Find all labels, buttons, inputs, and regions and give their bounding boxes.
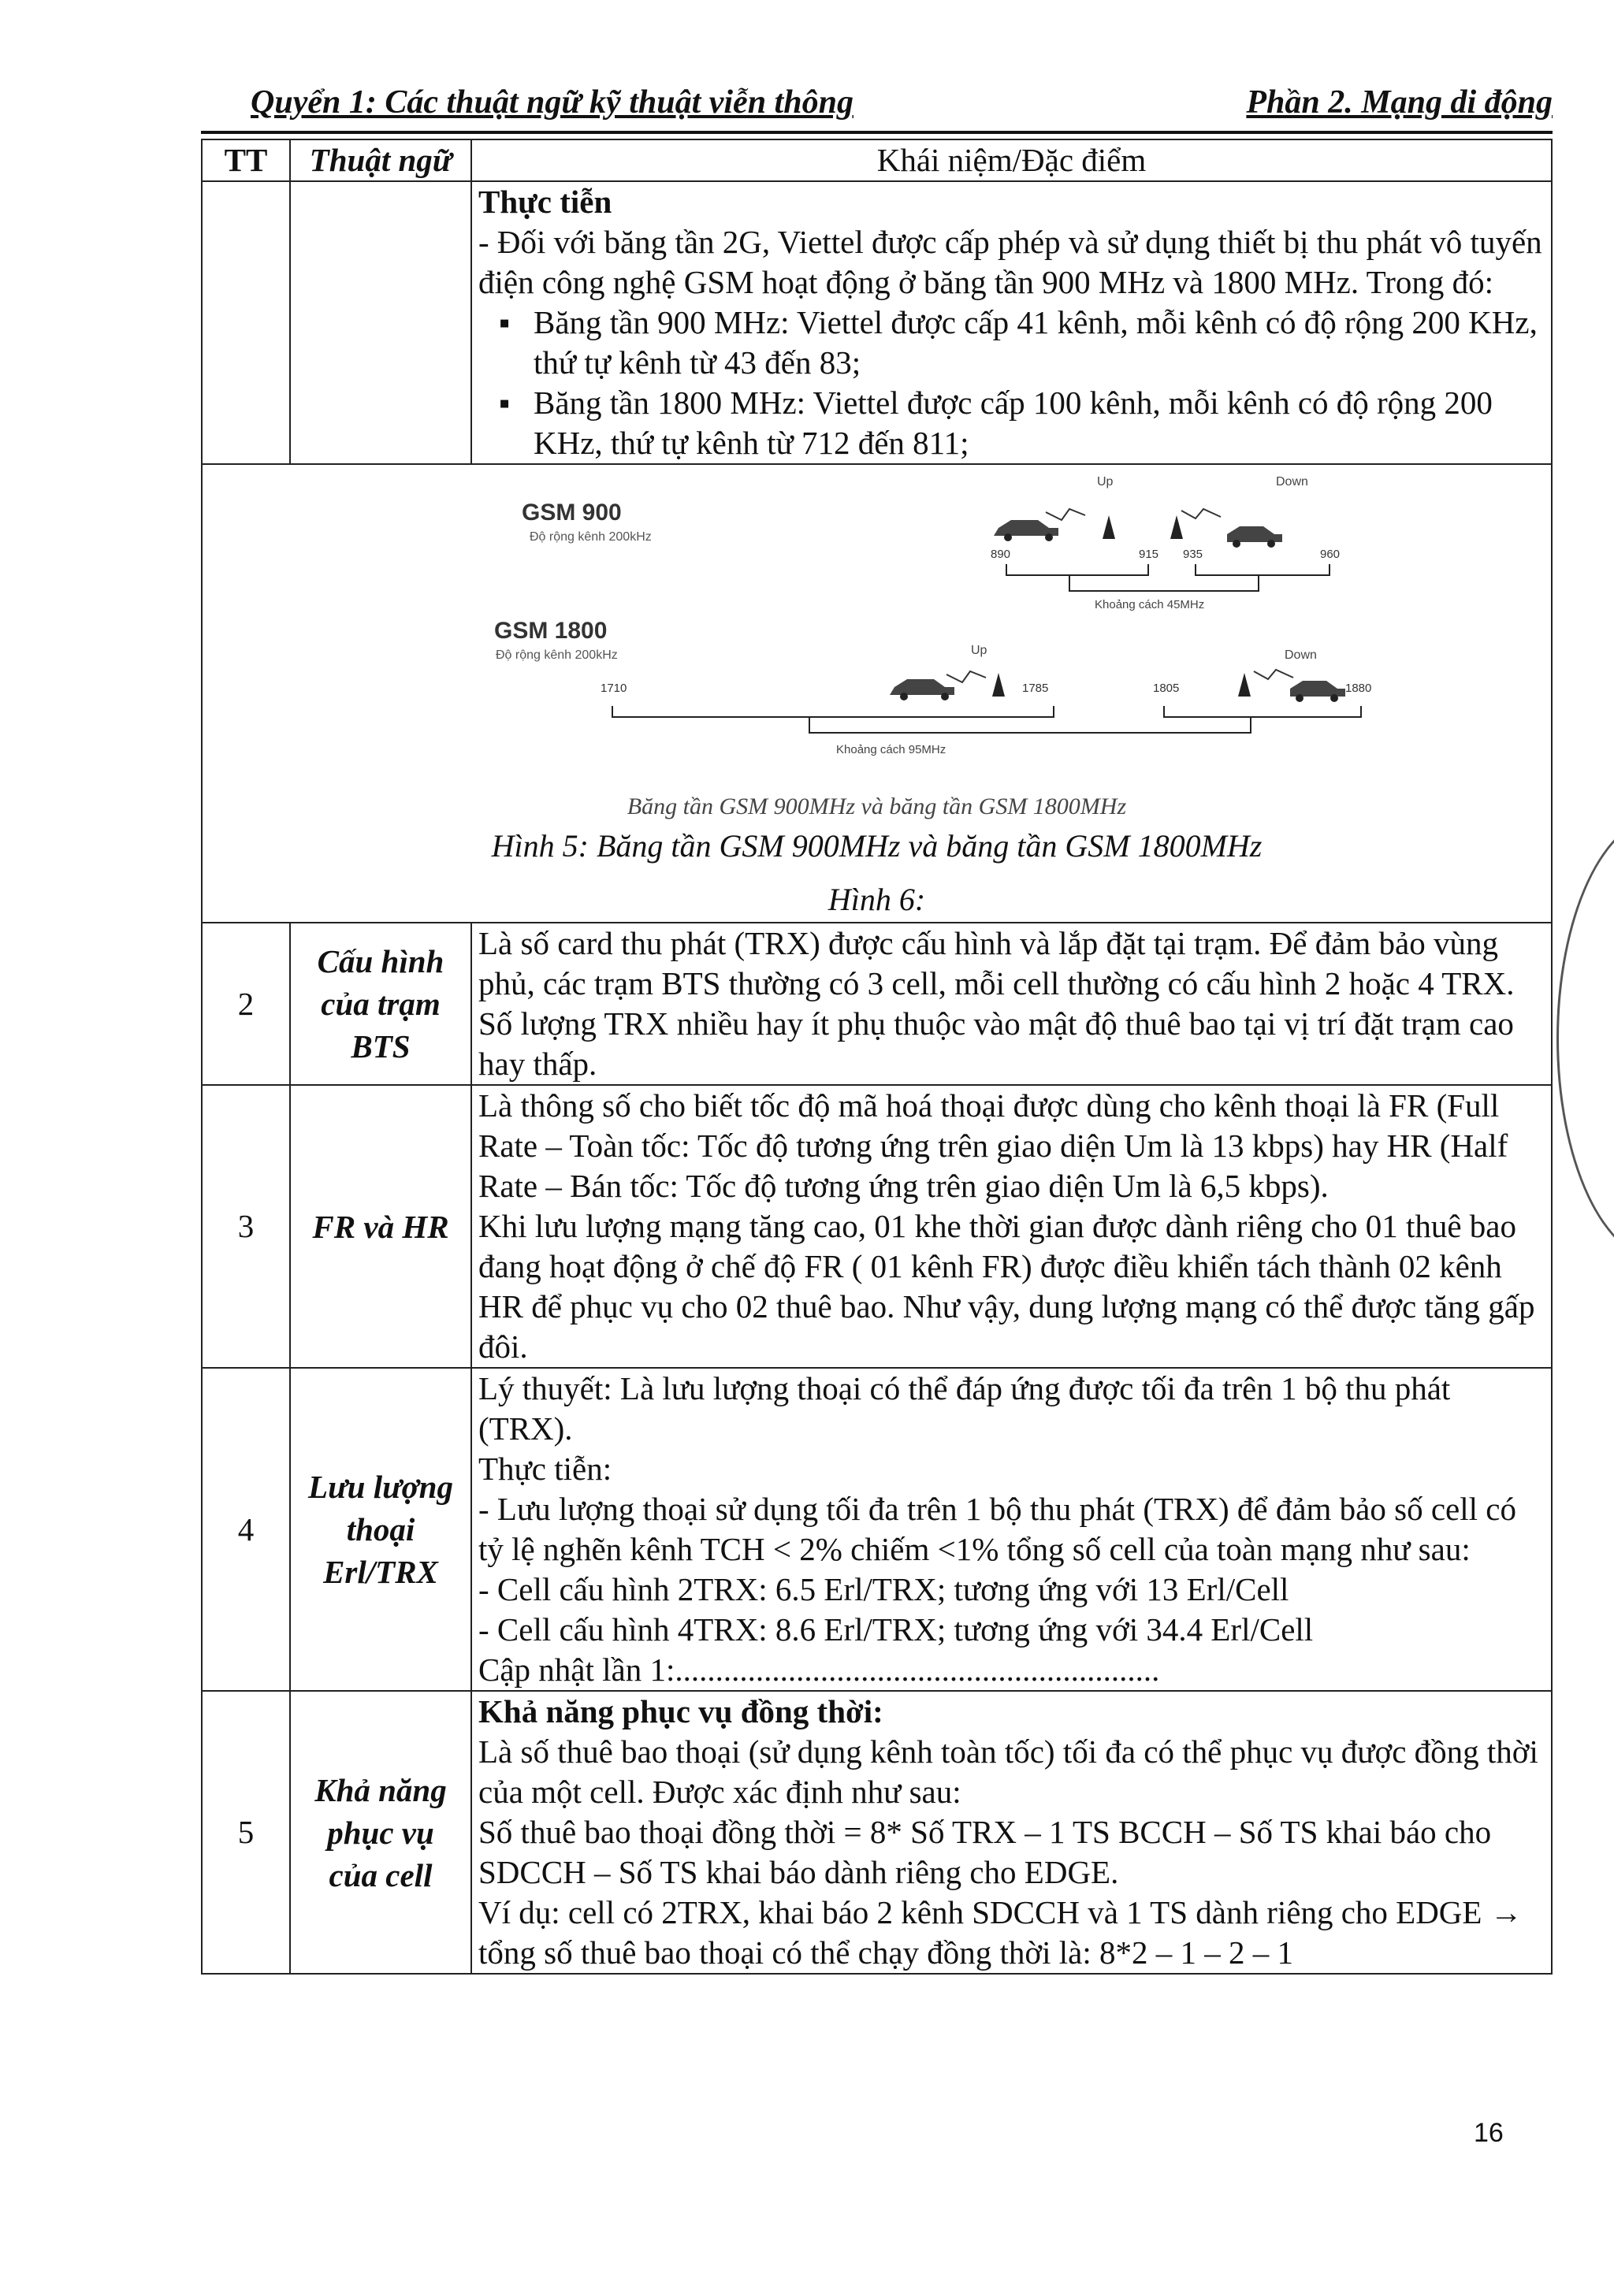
row1-term	[290, 181, 471, 464]
gsm1800-antenna-icon	[992, 673, 1005, 697]
figure-caption: Hình 5: Băng tần GSM 900MHz và băng tần GSM 1800MHz	[491, 828, 1263, 864]
term-line: của trạm	[321, 986, 441, 1022]
header-book-title: Quyển 1: Các thuật ngữ kỹ thuật viễn thông	[251, 84, 853, 121]
header-term: Thuật ngữ	[290, 139, 471, 181]
row-term	[290, 923, 471, 1085]
definition-text: Khi lưu lượng mạng tăng cao, 01 khe thời gian được dành riêng cho 01 thuê bao đang hoạt động ở chế độ FR ( 01 kênh FR) được điều khiển tách thành 02 kênh HR để phục vụ cho 02 thuê bao. Như vậy, dung lượng mạng có thể được tăng gấp đôi.	[478, 1208, 1535, 1365]
row-number: 5	[202, 1691, 290, 1974]
gsm900-down-label: Down	[1276, 475, 1308, 489]
gsm1800-tick-1710: 1710	[601, 682, 627, 695]
list-item: ▪ Băng tần 1800 MHz: Viettel được cấp 100 kênh, mỗi kênh có độ rộng 200 KHz, thứ tự kênh từ 712 đến 811;	[534, 383, 1545, 463]
gsm900-title: GSM 900	[522, 500, 622, 526]
definition-text: Thực tiễn:	[478, 1451, 612, 1487]
definition-text: Là thông số cho biết tốc độ mã hoá thoại được dùng cho kênh thoại là FR (Full Rate – Toàn tốc: Tốc độ tương ứng trên giao diện Um là 13 kbps) hay HR (Half Rate – Bán tốc: Tốc độ tương ứng trên giao diện Um là 6,5 kbps).	[478, 1087, 1508, 1204]
figure-cell	[202, 464, 1552, 923]
gsm900-antenna-icon	[1103, 515, 1115, 539]
gsm1800-tick-1805: 1805	[1153, 682, 1180, 695]
table-row	[202, 1691, 1552, 1974]
definition-heading: Khả năng phục vụ đồng thời:	[478, 1693, 883, 1729]
gsm1800-tick-1880: 1880	[1345, 682, 1372, 695]
gsm900-downlink-arrow	[1181, 509, 1221, 518]
row-number: 3	[202, 1085, 290, 1368]
row-definition	[471, 1368, 1552, 1691]
gsm1800-uplink-arrow	[946, 671, 986, 682]
term-line: của cell	[329, 1856, 433, 1893]
definition-text: - Cell cấu hình 2TRX: 6.5 Erl/TRX; tương ứng với 13 Erl/Cell	[478, 1571, 1289, 1607]
figure-6-caption: Hình 6:	[827, 882, 926, 917]
practice-heading: Thực tiễn	[478, 184, 612, 220]
term-line: FR và HR	[312, 1208, 449, 1245]
row-number: 4	[202, 1368, 290, 1691]
gsm1800-title: GSM 1800	[494, 618, 608, 644]
table-row	[202, 1085, 1552, 1368]
term-line: BTS	[351, 1028, 411, 1064]
row1-definition	[471, 181, 1552, 464]
table-row	[202, 923, 1552, 1085]
band-list	[478, 303, 1545, 463]
definition-text: - Lưu lượng thoại sử dụng tối đa trên 1 bộ thu phát (TRX) để đảm bảo số cell có tỷ lệ nghẽn kênh TCH < 2% chiếm <1% tổng số cell của toàn mạng như sau:	[478, 1491, 1516, 1567]
table-row	[202, 181, 1552, 464]
official-stamp	[1556, 815, 1614, 1261]
gsm1800-car-right-icon	[1290, 681, 1345, 702]
definition-text: Là số card thu phát (TRX) được cấu hình và lắp đặt tại trạm. Để đảm bảo vùng phủ, các trạm BTS thường có 3 cell, mỗi cell thường có cấu hình 2 hoặc 4 TRX. Số lượng TRX nhiều hay ít phụ thuộc vào mật độ thuê bao tại vị trí đặt trạm cao hay thấp.	[478, 925, 1515, 1082]
gsm1800-downlink-arrow	[1254, 670, 1293, 679]
gsm-band-diagram	[494, 473, 1377, 788]
gsm900-tick-960: 960	[1320, 548, 1341, 561]
row1-tt	[202, 181, 290, 464]
gsm900-gap-bracket	[1069, 575, 1259, 591]
table-header-row	[202, 139, 1552, 181]
table-row	[202, 1368, 1552, 1691]
gsm900-gap-label: Khoảng cách 45MHz	[1095, 598, 1205, 611]
gsm1800-tick-1785: 1785	[1022, 682, 1049, 695]
gsm1800-subtitle: Độ rộng kênh 200kHz	[496, 648, 618, 662]
gsm1800-up-label: Up	[971, 644, 987, 657]
header-definition: Khái niệm/Đặc điểm	[471, 139, 1552, 181]
row-term	[290, 1691, 471, 1974]
gsm900-uplink-arrow	[1046, 509, 1085, 520]
gsm900-tick-935: 935	[1183, 548, 1203, 561]
row-definition	[471, 1691, 1552, 1974]
header-tt: TT	[202, 139, 290, 181]
row-term	[290, 1085, 471, 1368]
gsm900-tick-915: 915	[1139, 548, 1159, 561]
terms-table	[201, 139, 1553, 1975]
gsm1800-band-brackets	[612, 706, 1361, 717]
gsm900-subtitle: Độ rộng kênh 200kHz	[530, 530, 652, 544]
term-line: Erl/TRX	[323, 1554, 438, 1590]
definition-text: Là số thuê bao thoại (sử dụng kênh toàn tốc) tối đa có thể phục vụ được đồng thời của một cell. Được xác định như sau:	[478, 1733, 1538, 1810]
gsm1800-antenna-right-icon	[1238, 673, 1251, 697]
definition-text: Ví dụ: cell có 2TRX, khai báo 2 kênh SDCCH và 1 TS dành riêng cho EDGE → tổng số thuê bao thoại có thể chạy đồng thời là: 8*2 – 1 – 2 – 1	[478, 1894, 1523, 1971]
gsm900-antenna-right-icon	[1170, 515, 1183, 539]
figure-row	[202, 464, 1552, 923]
figure-caption-small: Băng tần GSM 900MHz và băng tần GSM 1800MHz	[627, 793, 1127, 819]
definition-text: - Cell cấu hình 4TRX: 8.6 Erl/TRX; tương ứng với 34.4 Erl/Cell	[478, 1611, 1314, 1648]
header-section-title: Phần 2. Mạng di động	[1246, 84, 1553, 121]
page-header	[201, 69, 1553, 134]
list-item: ▪ Băng tần 900 MHz: Viettel được cấp 41 kênh, mỗi kênh có độ rộng 200 KHz, thứ tự kênh từ 43 đến 83;	[534, 303, 1545, 383]
row-term	[290, 1368, 471, 1691]
practice-paragraph: - Đối với băng tần 2G, Viettel được cấp phép và sử dụng thiết bị thu phát vô tuyến điện công nghệ GSM hoạt động ở băng tần 900 MHz và 1800 MHz. Trong đó:	[478, 224, 1542, 300]
row-definition	[471, 1085, 1552, 1368]
row-definition	[471, 923, 1552, 1085]
term-line: Khả năng	[314, 1771, 447, 1808]
gsm900-band-brackets	[1006, 564, 1330, 575]
gsm900-car-left-icon	[994, 520, 1058, 541]
gsm900-up-label: Up	[1097, 475, 1114, 489]
term-line: Cấu hình	[317, 943, 444, 979]
gsm1800-gap-bracket	[809, 717, 1251, 733]
row-number: 2	[202, 923, 290, 1085]
definition-text: Cập nhật lần 1:............................................................	[478, 1651, 1160, 1688]
term-line: Lưu lượng	[308, 1469, 453, 1505]
gsm900-car-right-icon	[1227, 526, 1282, 548]
term-line: phục vụ	[327, 1814, 434, 1851]
gsm900-tick-890: 890	[991, 548, 1011, 561]
definition-text: Số thuê bao thoại đồng thời = 8* Số TRX – 1 TS BCCH – Số TS khai báo cho SDCCH – Số TS khai báo dành riêng cho EDGE.	[478, 1814, 1492, 1890]
term-line: thoại	[346, 1511, 415, 1547]
gsm1800-down-label: Down	[1285, 648, 1317, 662]
page-number: 16	[1474, 2118, 1504, 2148]
gsm1800-car-left-icon	[890, 679, 954, 700]
definition-text: Lý thuyết: Là lưu lượng thoại có thể đáp ứng được tối đa trên 1 bộ thu phát (TRX).	[478, 1370, 1451, 1447]
gsm1800-gap-label: Khoảng cách 95MHz	[836, 743, 946, 756]
